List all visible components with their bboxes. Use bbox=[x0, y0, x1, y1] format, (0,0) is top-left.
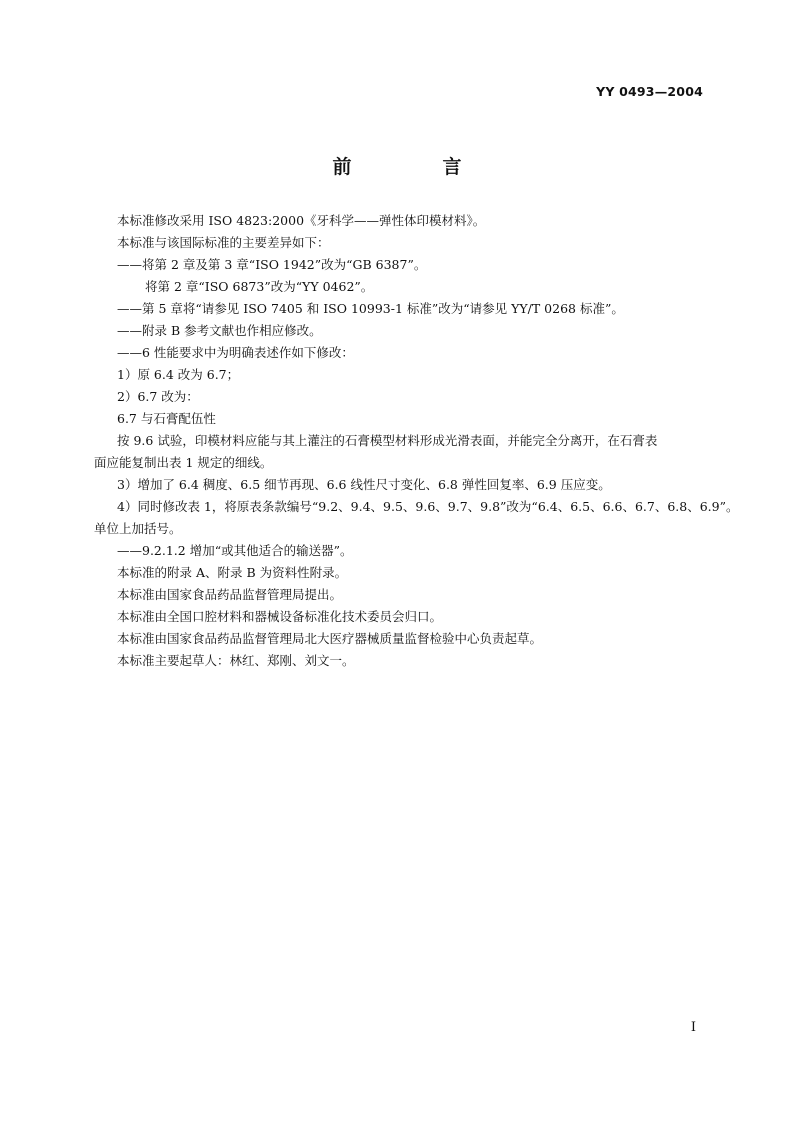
list-item: ——9.2.1.2 增加“或其他适合的输送器”。 bbox=[117, 543, 353, 558]
paragraph: 本标准修改采用 ISO 4823:2000《牙科学——弹性体印模材料》。 bbox=[117, 213, 486, 228]
list-item: ——6 性能要求中为明确表述作如下修改： bbox=[117, 345, 354, 360]
list-item: ——将第 2 章及第 3 章“ISO 1942”改为“GB 6387”。 bbox=[117, 257, 427, 272]
clause-heading: 6.7 与石膏配伍性 bbox=[117, 411, 216, 426]
paragraph-continuation: 面应能复制出表 1 规定的细线。 bbox=[94, 455, 273, 470]
document-code: YY 0493—2004 bbox=[596, 84, 703, 99]
paragraph: 本标准的附录 A、附录 B 为资料性附录。 bbox=[117, 565, 348, 580]
paragraph: 本标准与该国际标准的主要差异如下： bbox=[117, 235, 330, 250]
list-item: 将第 2 章“ISO 6873”改为“YY 0462”。 bbox=[145, 279, 374, 294]
foreword-body bbox=[94, 210, 739, 672]
page-title: 前 言 bbox=[332, 156, 498, 178]
paragraph: 按 9.6 试验，印模材料应能与其上灌注的石膏模型材料形成光滑表面，并能完全分离开，在石膏表 bbox=[117, 433, 658, 448]
list-item: 3）增加了 6.4 稠度、6.5 细节再现、6.6 线性尺寸变化、6.8 弹性回复率、6.9 压应变。 bbox=[117, 477, 611, 492]
list-item: 2）6.7 改为： bbox=[117, 389, 199, 404]
paragraph: 本标准主要起草人：林红、郑刚、刘文一。 bbox=[117, 653, 355, 668]
list-item: ——附录 B 参考文献也作相应修改。 bbox=[117, 323, 322, 338]
paragraph: 本标准由国家食品药品监督管理局北大医疗器械质量监督检验中心负责起草。 bbox=[117, 631, 543, 646]
paragraph: 本标准由全国口腔材料和器械设备标准化技术委员会归口。 bbox=[117, 609, 443, 624]
paragraph: 本标准由国家食品药品监督管理局提出。 bbox=[117, 587, 343, 602]
page-number: I bbox=[690, 1020, 696, 1035]
list-item: ——第 5 章将“请参见 ISO 7405 和 ISO 10993-1 标准”改为“请参见 YY/T 0268 标准”。 bbox=[117, 301, 624, 316]
list-item: 1）原 6.4 改为 6.7； bbox=[117, 367, 240, 382]
paragraph-continuation: 单位上加括号。 bbox=[94, 521, 182, 536]
list-item: 4）同时修改表 1，将原表条款编号“9.2、9.4、9.5、9.6、9.7、9.8”改为“6.4、6.5、6.6、6.7、6.8、6.9”。 bbox=[117, 499, 739, 514]
